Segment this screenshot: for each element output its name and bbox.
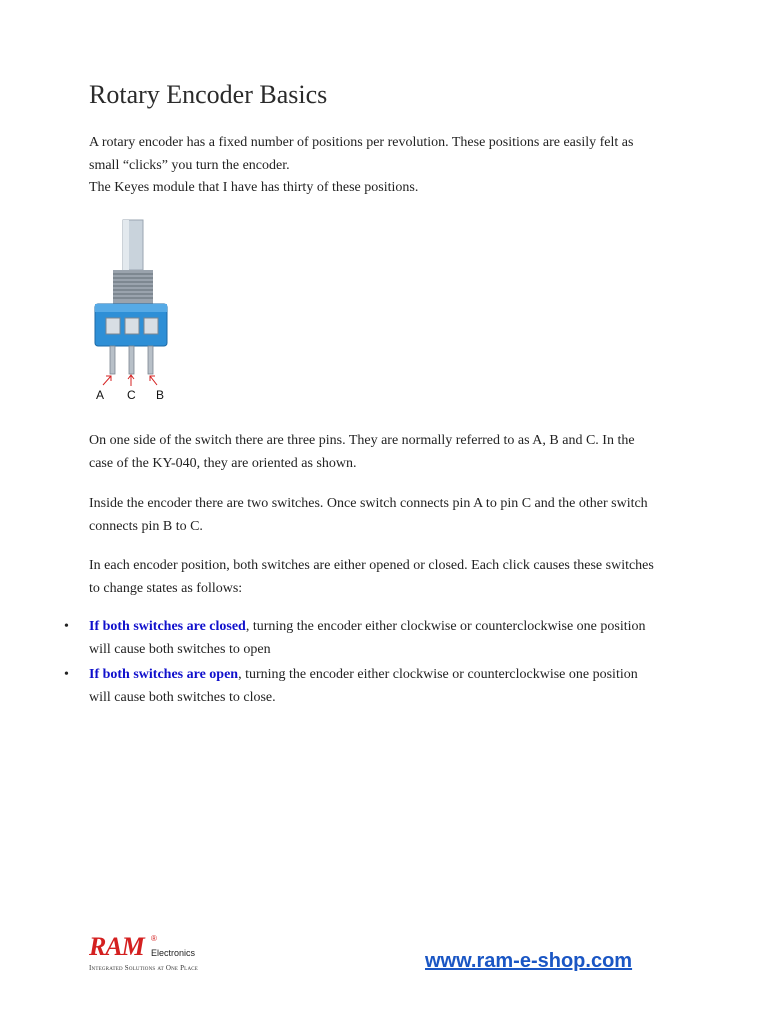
logo-brand: RAM bbox=[89, 932, 144, 961]
intro-line-1: A rotary encoder has a fixed number of positions per revolution. These positions are easily felt as bbox=[89, 135, 634, 150]
pin-arrows bbox=[103, 375, 157, 386]
logo-subtitle: Electronics bbox=[151, 948, 196, 958]
switches-line-1: Inside the encoder there are two switches. Once switch connects pin A to pin C and the other switch bbox=[89, 496, 648, 511]
pins-line-2: case of the KY-040, they are oriented as shown. bbox=[89, 455, 357, 471]
intro-paragraph bbox=[89, 132, 689, 200]
bullet-marker: • bbox=[64, 619, 69, 634]
encoder-pins bbox=[110, 346, 153, 374]
pin-label-c: C bbox=[127, 388, 136, 402]
pins-line-1: On one side of the switch there are three pins. They are normally referred to as A, B and C. In the bbox=[89, 433, 635, 448]
pins-paragraph bbox=[89, 430, 689, 475]
intro-line-2: small “clicks” you turn the encoder. bbox=[89, 157, 290, 173]
bullet-open-text-1: , turning the encoder either clockwise or counterclockwise one position bbox=[238, 667, 638, 682]
bullet-closed-text-1: , turning the encoder either clockwise or counterclockwise one position bbox=[245, 619, 646, 634]
pin-label-a: A bbox=[96, 388, 105, 402]
bullet-closed-highlight: If both switches are closed bbox=[89, 619, 246, 634]
logo-registered-mark: ® bbox=[151, 934, 157, 943]
switches-line-2: connects pin B to C. bbox=[89, 518, 203, 534]
state-bullet-list bbox=[60, 616, 700, 712]
states-paragraph bbox=[89, 555, 689, 600]
encoder-thread bbox=[113, 270, 153, 304]
ram-electronics-logo bbox=[89, 932, 209, 982]
switches-paragraph bbox=[89, 493, 689, 538]
bullet-open bbox=[60, 664, 700, 709]
shop-website-link[interactable]: www.ram-e-shop.com bbox=[425, 950, 633, 972]
logo-tagline: Integrated Solutions at One Place bbox=[89, 964, 199, 972]
states-line-2: to change states as follows: bbox=[89, 580, 243, 596]
rotary-encoder-diagram bbox=[89, 214, 179, 404]
bullet-closed-text-2: will cause both switches to open bbox=[89, 641, 271, 657]
pin-label-b: B bbox=[156, 388, 165, 402]
intro-line-3: The Keyes module that I have has thirty of these positions. bbox=[89, 180, 419, 195]
page-title: Rotary Encoder Basics bbox=[89, 80, 328, 109]
bullet-closed bbox=[60, 616, 700, 661]
bullet-marker: • bbox=[64, 667, 69, 682]
bullet-open-text-2: will cause both switches to close. bbox=[89, 689, 276, 705]
bullet-open-highlight: If both switches are open bbox=[89, 667, 239, 682]
states-line-1: In each encoder position, both switches are either opened or closed. Each click causes these switches bbox=[89, 558, 654, 573]
